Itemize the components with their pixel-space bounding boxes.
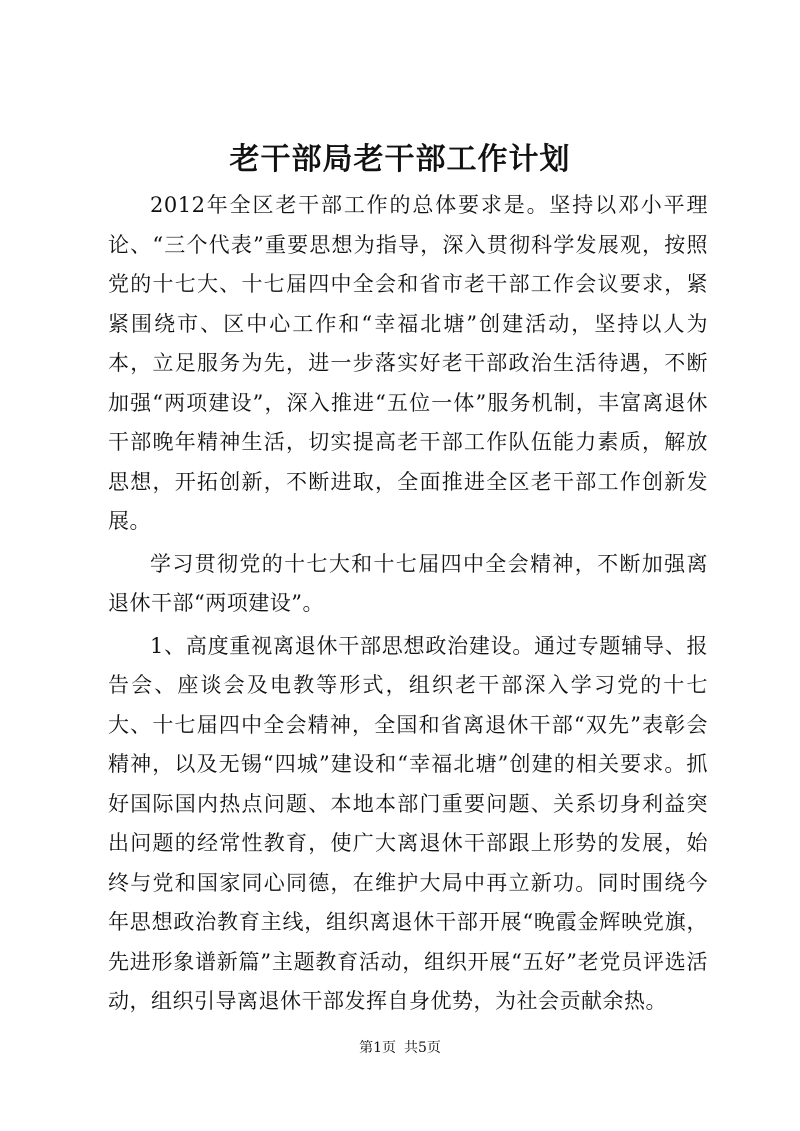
paragraph-overall-requirements: 2012年全区老干部工作的总体要求是。坚持以邓小平理论、“三个代表”重要思想为指导，深入贯彻科学发展观，按照党的十七大、十七届四中全会和省市老干部工作会议要求，紧紧围绕市、区中心工作和“幸福北塘”创建活动，坚持以人为本，立足服务为先，进一步落实好老干部政治生活待遇，不断加强“两项建设”，深入推进“五位一体”服务机制，丰富离退休干部晚年精神生活，切实提高老干部工作队伍能力素质，解放思想，开拓创新，不断进取，全面推进全区老干部工作创新发展。	[108, 193, 708, 533]
paragraph-ideological-construction: 1、高度重视离退休干部思想政治建设。通过专题辅导、报告会、座谈会及电教等形式，组织老干部深入学习党的十七大、十七届四中全会精神，全国和省离退休干部“双先”表彰会精神，以及无锡“四城”建设和“幸福北塘”创建的相关要求。抓好国际国内热点问题、本地本部门重要问题、关系切身利益突出问题的经常性教育，使广大离退休干部跟上形势的发展，始终与党和国家同心同德，在维护大局中再立新功。同时围绕今年思想政治教育主线，组织离退休干部开展“晚霞金辉映党旗，先进形象谱新篇”主题教育活动，组织开展“五好”老党员评选活动，组织引导离退休干部发挥自身优势，为社会贡献余热。	[108, 633, 708, 1013]
document-title: 老干部局老干部工作计划	[229, 142, 571, 177]
paragraph-study-directive: 学习贯彻党的十七大和十七届四中全会精神，不断加强离退休干部“两项建设”。	[108, 551, 708, 615]
page-total: 共5页	[404, 1040, 441, 1056]
page-number: 第1页	[359, 1040, 396, 1056]
document-body	[108, 186, 708, 1025]
page-footer	[0, 1038, 800, 1058]
